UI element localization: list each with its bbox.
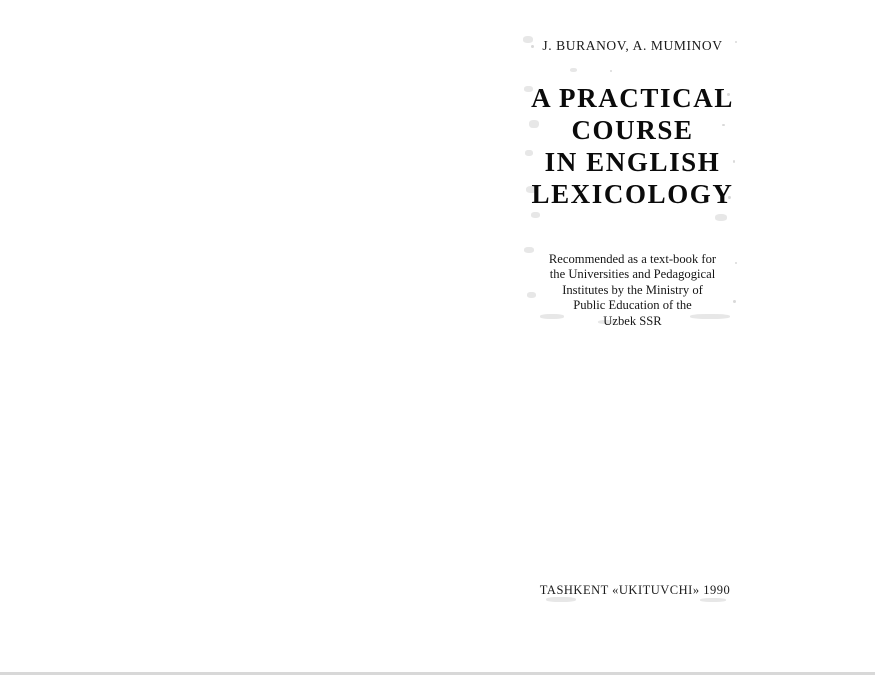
recommendation-line-1: Recommended as a text-book for <box>548 252 717 266</box>
recommendation-line-3: Institutes by the Ministry of <box>562 282 703 297</box>
recommendation-note <box>520 252 745 329</box>
recommendation-line-2: the Universities and Pedagogical <box>549 267 716 282</box>
title-line-3: IN ENGLISH <box>544 147 721 177</box>
page-title <box>520 82 745 210</box>
title-line-1: A PRACTICAL <box>531 83 734 113</box>
title-line-4: LEXICOLOGY <box>531 179 734 209</box>
scan-bottom-margin <box>0 675 875 687</box>
imprint-line: TASHKENT «UKITUVCHI» 1990 <box>539 583 731 597</box>
authors-line: J. BURANOV, A. MUMINOV <box>542 38 723 53</box>
recommendation-line-4: Public Education of the <box>573 298 692 313</box>
title-line-2: COURSE <box>571 115 694 145</box>
recommendation-line-5: Uzbek SSR <box>603 313 662 328</box>
scan-smudge <box>700 598 726 602</box>
title-block <box>520 24 745 329</box>
